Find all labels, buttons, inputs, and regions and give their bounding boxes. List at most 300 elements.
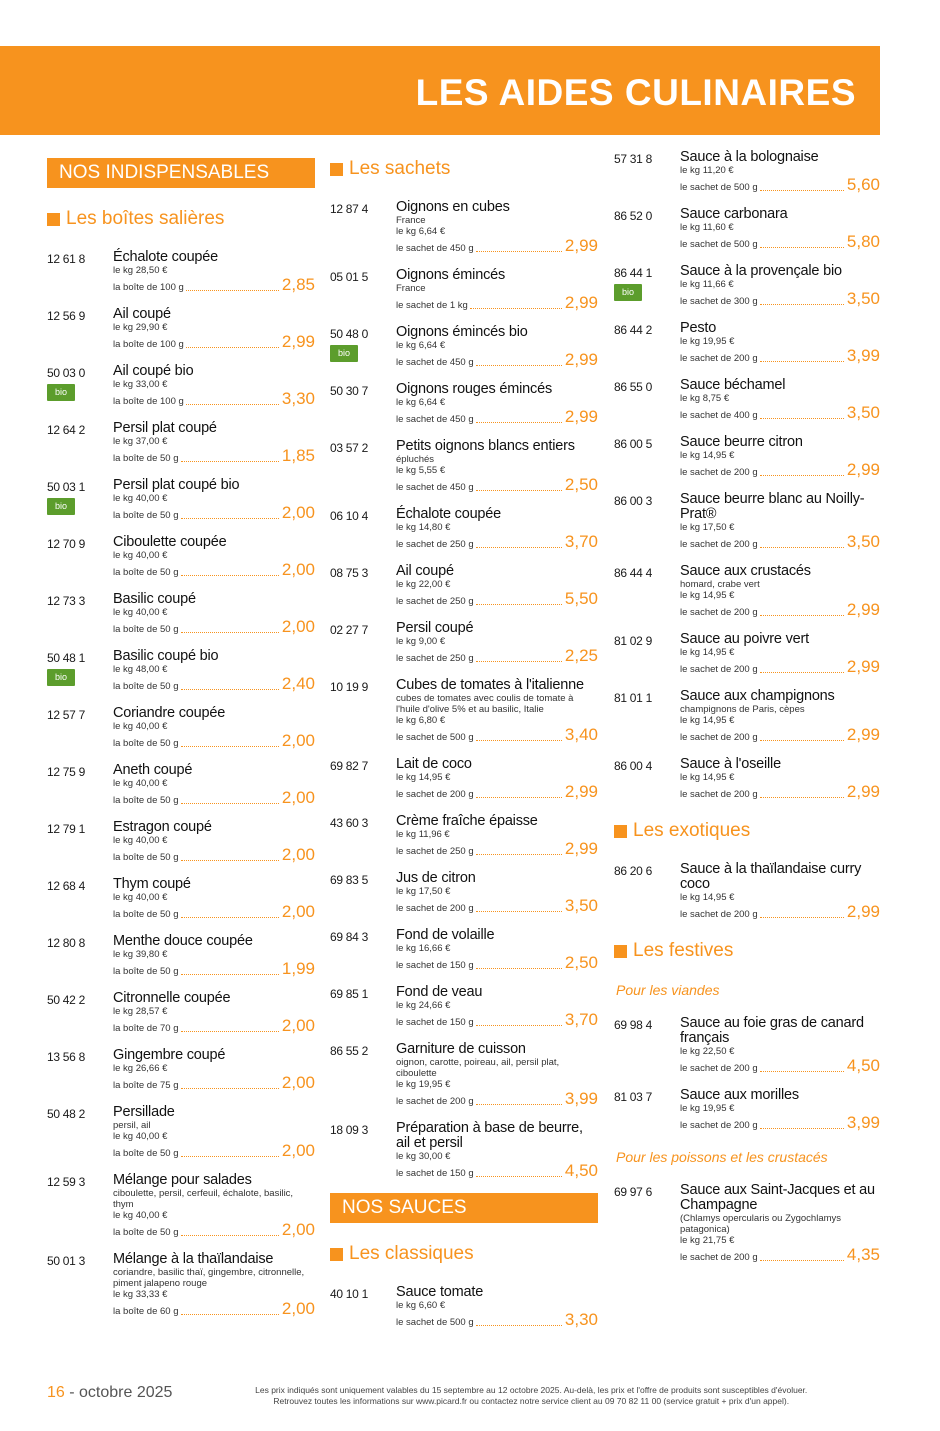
product-item bbox=[614, 632, 880, 675]
product-code-cell bbox=[614, 862, 680, 920]
product-description: homard, crabe vert bbox=[680, 579, 760, 590]
product-price: 3,99 bbox=[846, 346, 880, 365]
product-code: 50 01 3 bbox=[47, 1254, 85, 1268]
price-row bbox=[396, 1311, 598, 1328]
product-name: Sauce aux crustacés bbox=[680, 563, 811, 579]
product-item bbox=[614, 150, 880, 193]
product-info bbox=[113, 706, 315, 749]
dotted-leader bbox=[476, 422, 562, 423]
dotted-leader bbox=[181, 1088, 279, 1089]
product-item bbox=[330, 439, 598, 493]
product-code-cell bbox=[614, 757, 680, 800]
product-price: 3,50 bbox=[846, 403, 880, 422]
price-per-kg: le kg 40,00 € bbox=[113, 778, 168, 789]
product-name: Ail coupé bbox=[396, 563, 454, 579]
product-code-cell bbox=[47, 421, 113, 464]
product-item bbox=[330, 814, 598, 857]
price-row bbox=[113, 333, 315, 350]
product-code: 12 80 8 bbox=[47, 936, 85, 950]
product-code-cell bbox=[47, 820, 113, 863]
product-info bbox=[396, 1042, 598, 1107]
product-code: 69 97 6 bbox=[614, 1185, 652, 1199]
product-code-cell bbox=[330, 621, 396, 664]
price-per-kg: le kg 6,60 € bbox=[396, 1300, 446, 1311]
price-per-kg: le kg 16,66 € bbox=[396, 943, 451, 954]
package-size: la boîte de 70 g bbox=[113, 1023, 179, 1034]
product-price: 2,00 bbox=[281, 902, 315, 921]
price-per-kg: le kg 22,50 € bbox=[680, 1046, 735, 1057]
package-size: le sachet de 500 g bbox=[680, 239, 758, 250]
product-list-poissons bbox=[614, 1183, 880, 1263]
product-price: 2,40 bbox=[281, 674, 315, 693]
product-price: 2,00 bbox=[281, 1073, 315, 1092]
product-code: 12 59 3 bbox=[47, 1175, 85, 1189]
product-code-cell bbox=[47, 1105, 113, 1159]
product-code: 50 03 1 bbox=[47, 480, 85, 494]
product-item bbox=[614, 435, 880, 478]
package-size: la boîte de 50 g bbox=[113, 510, 179, 521]
product-price: 3,99 bbox=[564, 1089, 598, 1108]
package-size: la boîte de 100 g bbox=[113, 282, 184, 293]
product-code: 50 48 2 bbox=[47, 1107, 85, 1121]
product-code: 10 19 9 bbox=[330, 680, 368, 694]
product-name: Oignons rouges émincés bbox=[396, 381, 552, 397]
price-per-kg: le kg 6,64 € bbox=[396, 340, 446, 351]
product-code-cell bbox=[614, 1183, 680, 1263]
page-separator: - bbox=[64, 1384, 80, 1401]
product-info bbox=[680, 492, 880, 550]
package-size: le sachet de 200 g bbox=[680, 909, 758, 920]
page-number bbox=[47, 1384, 172, 1402]
package-size: le sachet de 500 g bbox=[680, 182, 758, 193]
product-code-cell bbox=[47, 877, 113, 920]
product-price: 3,40 bbox=[564, 725, 598, 744]
price-per-kg: le kg 40,00 € bbox=[113, 1131, 168, 1142]
product-price: 3,30 bbox=[281, 389, 315, 408]
package-size: la boîte de 100 g bbox=[113, 339, 184, 350]
product-name: Sauce à la bolognaise bbox=[680, 149, 819, 165]
product-code: 69 84 3 bbox=[330, 930, 368, 944]
price-row bbox=[396, 351, 598, 368]
product-code: 69 83 5 bbox=[330, 873, 368, 887]
product-info bbox=[396, 814, 598, 857]
price-per-kg: le kg 14,95 € bbox=[680, 590, 735, 601]
package-size: le sachet de 200 g bbox=[680, 1252, 758, 1263]
price-per-kg: le kg 40,00 € bbox=[113, 550, 168, 561]
dotted-leader bbox=[476, 547, 562, 548]
product-code-cell bbox=[330, 871, 396, 914]
product-name: Petits oignons blancs entiers bbox=[396, 438, 575, 454]
product-info bbox=[396, 871, 598, 914]
product-code: 69 82 7 bbox=[330, 759, 368, 773]
product-item bbox=[614, 264, 880, 307]
product-info bbox=[396, 200, 598, 254]
package-size: le sachet de 500 g bbox=[396, 732, 474, 743]
product-name: Sauce au poivre vert bbox=[680, 631, 809, 647]
price-per-kg: le kg 19,95 € bbox=[680, 336, 735, 347]
dotted-leader bbox=[760, 672, 844, 673]
dotted-leader bbox=[181, 746, 279, 747]
product-description: France bbox=[396, 283, 426, 294]
page-footer bbox=[47, 1384, 880, 1407]
product-info bbox=[113, 763, 315, 806]
product-item bbox=[614, 689, 880, 743]
product-description: oignon, carotte, poireau, ail, persil plat, ciboulette bbox=[396, 1057, 560, 1079]
product-info bbox=[680, 1183, 880, 1263]
product-info bbox=[396, 1285, 598, 1328]
price-row bbox=[113, 960, 315, 977]
product-code: 12 79 1 bbox=[47, 822, 85, 836]
section-heading-classiques bbox=[330, 1243, 598, 1265]
product-item bbox=[614, 757, 880, 800]
product-description: persil, ail bbox=[113, 1120, 151, 1131]
price-per-kg: le kg 17,50 € bbox=[396, 886, 451, 897]
legal-notice bbox=[182, 1384, 880, 1407]
product-code: 86 00 3 bbox=[614, 494, 652, 508]
product-code-cell bbox=[47, 649, 113, 692]
product-code-cell bbox=[330, 439, 396, 493]
product-code-cell bbox=[330, 757, 396, 800]
product-code-cell bbox=[614, 1016, 680, 1074]
price-per-kg: le kg 33,00 € bbox=[113, 379, 168, 390]
dotted-leader bbox=[760, 1128, 844, 1129]
product-price: 2,99 bbox=[564, 350, 598, 369]
product-code-cell bbox=[330, 928, 396, 971]
package-size: la boîte de 75 g bbox=[113, 1080, 179, 1091]
price-per-kg: le kg 6,64 € bbox=[396, 226, 446, 237]
price-per-kg: le kg 14,95 € bbox=[680, 892, 735, 903]
square-bullet-icon bbox=[47, 213, 60, 226]
product-item bbox=[330, 200, 598, 254]
package-size: le sachet de 200 g bbox=[680, 539, 758, 550]
product-code: 08 75 3 bbox=[330, 566, 368, 580]
product-name: Sauce au foie gras de canard français bbox=[680, 1015, 864, 1046]
product-name: Sauce à l'oseille bbox=[680, 756, 781, 772]
price-row bbox=[680, 601, 880, 618]
price-per-kg: le kg 48,00 € bbox=[113, 664, 168, 675]
price-row bbox=[396, 408, 598, 425]
product-code: 50 42 2 bbox=[47, 993, 85, 1007]
price-row bbox=[113, 675, 315, 692]
product-code-cell bbox=[330, 814, 396, 857]
dotted-leader bbox=[181, 860, 279, 861]
product-info bbox=[396, 325, 598, 368]
product-info bbox=[680, 564, 880, 618]
dotted-leader bbox=[186, 290, 279, 291]
product-code: 86 44 4 bbox=[614, 566, 652, 580]
product-code: 06 10 4 bbox=[330, 509, 368, 523]
product-code-cell bbox=[47, 1173, 113, 1238]
product-code: 86 55 0 bbox=[614, 380, 652, 394]
product-name: Ail coupé bio bbox=[113, 363, 194, 379]
product-item bbox=[330, 268, 598, 311]
product-code-cell bbox=[330, 382, 396, 425]
package-size: la boîte de 60 g bbox=[113, 1306, 179, 1317]
product-price: 3,50 bbox=[846, 289, 880, 308]
dotted-leader bbox=[186, 347, 279, 348]
dotted-leader bbox=[181, 461, 279, 462]
bio-leaf-icon: bio bbox=[614, 284, 642, 301]
price-row bbox=[396, 294, 598, 311]
product-code-cell bbox=[330, 1042, 396, 1107]
dotted-leader bbox=[760, 247, 844, 248]
price-per-kg: le kg 28,50 € bbox=[113, 265, 168, 276]
product-item bbox=[330, 382, 598, 425]
price-per-kg: le kg 8,75 € bbox=[680, 393, 730, 404]
product-name: Sauce beurre blanc au Noilly-Prat® bbox=[680, 491, 865, 522]
product-price: 3,50 bbox=[564, 896, 598, 915]
package-size: la boîte de 50 g bbox=[113, 738, 179, 749]
product-code-cell bbox=[614, 378, 680, 421]
dotted-leader bbox=[760, 1071, 844, 1072]
package-size: le sachet de 500 g bbox=[396, 1317, 474, 1328]
price-row bbox=[680, 1057, 880, 1074]
square-bullet-icon bbox=[614, 825, 627, 838]
price-row bbox=[113, 390, 315, 407]
package-size: le sachet de 250 g bbox=[396, 596, 474, 607]
product-list-classiques bbox=[330, 1285, 598, 1328]
product-item bbox=[614, 492, 880, 550]
product-code-cell bbox=[47, 991, 113, 1034]
product-info bbox=[680, 632, 880, 675]
product-info bbox=[113, 1252, 315, 1317]
product-price: 2,99 bbox=[846, 657, 880, 676]
section-heading-boites bbox=[47, 208, 315, 230]
dotted-leader bbox=[476, 911, 562, 912]
dotted-leader bbox=[181, 575, 279, 576]
product-info bbox=[680, 378, 880, 421]
product-info bbox=[680, 150, 880, 193]
product-info bbox=[396, 678, 598, 743]
column-sachets-sauces bbox=[330, 150, 598, 1342]
product-name: Persillade bbox=[113, 1104, 175, 1120]
product-code: 12 57 7 bbox=[47, 708, 85, 722]
price-per-kg: le kg 14,95 € bbox=[680, 647, 735, 658]
price-row bbox=[113, 618, 315, 635]
dotted-leader bbox=[181, 1031, 279, 1032]
product-item bbox=[614, 207, 880, 250]
package-size: la boîte de 50 g bbox=[113, 795, 179, 806]
product-info bbox=[113, 934, 315, 977]
price-per-kg: le kg 9,00 € bbox=[396, 636, 446, 647]
price-row bbox=[113, 276, 315, 293]
dotted-leader bbox=[476, 968, 562, 969]
section-heading-label: Les classiques bbox=[349, 1243, 474, 1264]
price-per-kg: le kg 14,95 € bbox=[680, 450, 735, 461]
dotted-leader bbox=[760, 615, 844, 616]
product-price: 2,00 bbox=[281, 503, 315, 522]
product-item bbox=[330, 325, 598, 368]
product-code: 43 60 3 bbox=[330, 816, 368, 830]
product-name: Basilic coupé bbox=[113, 591, 196, 607]
product-description: ciboulette, persil, cerfeuil, échalote, basilic, thym bbox=[113, 1188, 294, 1210]
product-name: Sauce carbonara bbox=[680, 206, 788, 222]
price-per-kg: le kg 40,00 € bbox=[113, 835, 168, 846]
column-indispensables bbox=[47, 150, 315, 1331]
product-description: France bbox=[396, 215, 426, 226]
product-code-cell bbox=[47, 763, 113, 806]
dotted-leader bbox=[181, 1235, 279, 1236]
product-description: épluchés bbox=[396, 454, 435, 465]
product-item bbox=[614, 378, 880, 421]
product-price: 2,00 bbox=[281, 845, 315, 864]
product-price: 2,99 bbox=[564, 236, 598, 255]
price-per-kg: le kg 29,90 € bbox=[113, 322, 168, 333]
price-per-kg: le kg 19,95 € bbox=[396, 1079, 451, 1090]
product-code-cell bbox=[47, 934, 113, 977]
product-code-cell bbox=[47, 364, 113, 407]
product-name: Persil coupé bbox=[396, 620, 474, 636]
price-row bbox=[396, 590, 598, 607]
price-row bbox=[396, 840, 598, 857]
product-item bbox=[330, 1042, 598, 1107]
product-price: 2,00 bbox=[281, 788, 315, 807]
package-size: la boîte de 100 g bbox=[113, 396, 184, 407]
product-code: 86 00 5 bbox=[614, 437, 652, 451]
package-size: la boîte de 50 g bbox=[113, 453, 179, 464]
dotted-leader bbox=[181, 689, 279, 690]
product-description: coriandre, basilic thaï, gingembre, citronnelle, piment jalapeno rouge bbox=[113, 1267, 305, 1289]
price-row bbox=[113, 1300, 315, 1317]
product-price: 3,30 bbox=[564, 1310, 598, 1329]
dotted-leader bbox=[181, 974, 279, 975]
product-price: 2,00 bbox=[281, 560, 315, 579]
product-name: Sauce béchamel bbox=[680, 377, 786, 393]
package-size: la boîte de 50 g bbox=[113, 624, 179, 635]
price-row bbox=[113, 561, 315, 578]
legal-line-2: Retrouvez toutes les informations sur www.picard.fr ou contactez notre service client au 09 70 82 11 00 (service gratuit + prix d'un appel). bbox=[273, 1396, 790, 1406]
dotted-leader bbox=[476, 797, 562, 798]
dotted-leader bbox=[476, 604, 562, 605]
product-name: Ail coupé bbox=[113, 306, 171, 322]
section-heading-label: Les festives bbox=[633, 940, 734, 961]
product-price: 2,99 bbox=[281, 332, 315, 351]
product-code: 12 87 4 bbox=[330, 202, 368, 216]
product-code-cell bbox=[614, 492, 680, 550]
product-code-cell bbox=[614, 207, 680, 250]
product-item bbox=[47, 250, 315, 293]
price-row bbox=[680, 783, 880, 800]
dotted-leader bbox=[760, 304, 844, 305]
product-code: 86 52 0 bbox=[614, 209, 652, 223]
price-per-kg: le kg 26,66 € bbox=[113, 1063, 168, 1074]
product-code-cell bbox=[614, 150, 680, 193]
product-item bbox=[47, 421, 315, 464]
section-banner-sauces: NOS SAUCES bbox=[330, 1193, 598, 1223]
product-price: 2,25 bbox=[564, 646, 598, 665]
product-price: 2,50 bbox=[564, 475, 598, 494]
bio-leaf-icon: bio bbox=[330, 345, 358, 362]
package-size: le sachet de 300 g bbox=[680, 296, 758, 307]
price-per-kg: le kg 14,95 € bbox=[396, 772, 451, 783]
price-row bbox=[680, 903, 880, 920]
product-item bbox=[47, 763, 315, 806]
product-code: 02 27 7 bbox=[330, 623, 368, 637]
product-info bbox=[113, 1048, 315, 1091]
price-per-kg: le kg 5,55 € bbox=[396, 465, 446, 476]
price-row bbox=[396, 237, 598, 254]
product-info bbox=[396, 1121, 598, 1179]
section-heading-exotiques bbox=[614, 820, 880, 842]
price-per-kg: le kg 33,33 € bbox=[113, 1289, 168, 1300]
product-name: Oignons émincés bbox=[396, 267, 506, 283]
price-per-kg: le kg 11,60 € bbox=[680, 222, 734, 233]
product-item bbox=[47, 649, 315, 692]
product-price: 3,70 bbox=[564, 1010, 598, 1029]
price-per-kg: le kg 11,20 € bbox=[680, 165, 734, 176]
price-row bbox=[396, 1011, 598, 1028]
product-code: 12 56 9 bbox=[47, 309, 85, 323]
price-per-kg: le kg 14,80 € bbox=[396, 522, 451, 533]
product-item bbox=[330, 678, 598, 743]
product-name: Jus de citron bbox=[396, 870, 476, 886]
dotted-leader bbox=[760, 797, 844, 798]
product-price: 4,35 bbox=[846, 1245, 880, 1264]
product-item bbox=[47, 1105, 315, 1159]
price-row bbox=[680, 176, 880, 193]
price-per-kg: le kg 40,00 € bbox=[113, 493, 168, 504]
product-name: Échalote coupée bbox=[396, 506, 502, 522]
dotted-leader bbox=[476, 251, 562, 252]
product-code: 12 68 4 bbox=[47, 879, 85, 893]
price-row bbox=[680, 404, 880, 421]
product-info bbox=[113, 364, 315, 407]
package-size: la boîte de 50 g bbox=[113, 681, 179, 692]
product-name: Sauce à la thaïlandaise curry coco bbox=[680, 861, 862, 892]
product-name: Crème fraîche épaisse bbox=[396, 813, 538, 829]
price-row bbox=[396, 647, 598, 664]
product-price: 2,99 bbox=[846, 600, 880, 619]
product-info bbox=[113, 1105, 315, 1159]
product-code: 12 61 8 bbox=[47, 252, 85, 266]
product-code-cell bbox=[614, 435, 680, 478]
price-row bbox=[113, 1074, 315, 1091]
dotted-leader bbox=[476, 1104, 562, 1105]
package-size: le sachet de 450 g bbox=[396, 243, 474, 254]
price-per-kg: le kg 21,75 € bbox=[680, 1235, 735, 1246]
product-item bbox=[330, 564, 598, 607]
dotted-leader bbox=[181, 518, 279, 519]
product-price: 4,50 bbox=[564, 1161, 598, 1180]
dotted-leader bbox=[760, 190, 844, 191]
package-size: le sachet de 150 g bbox=[396, 1168, 474, 1179]
product-code: 12 73 3 bbox=[47, 594, 85, 608]
price-row bbox=[396, 897, 598, 914]
price-per-kg: le kg 6,64 € bbox=[396, 397, 446, 408]
product-code: 50 48 1 bbox=[47, 651, 85, 665]
header-banner bbox=[0, 46, 880, 135]
subheading-viandes: Pour les viandes bbox=[616, 982, 720, 998]
dotted-leader bbox=[181, 1156, 279, 1157]
price-per-kg: le kg 14,95 € bbox=[680, 715, 735, 726]
dotted-leader bbox=[476, 365, 562, 366]
price-per-kg: le kg 24,66 € bbox=[396, 1000, 451, 1011]
price-row bbox=[113, 846, 315, 863]
product-item bbox=[47, 706, 315, 749]
price-per-kg: le kg 40,00 € bbox=[113, 607, 168, 618]
dotted-leader bbox=[476, 1176, 562, 1177]
product-item bbox=[330, 1285, 598, 1328]
product-code-cell bbox=[330, 1121, 396, 1179]
product-info bbox=[680, 862, 880, 920]
product-info bbox=[396, 382, 598, 425]
product-price: 2,00 bbox=[281, 1220, 315, 1239]
square-bullet-icon bbox=[614, 945, 627, 958]
product-item bbox=[330, 928, 598, 971]
price-row bbox=[680, 1246, 880, 1263]
package-size: le sachet de 250 g bbox=[396, 653, 474, 664]
price-row bbox=[680, 1114, 880, 1131]
